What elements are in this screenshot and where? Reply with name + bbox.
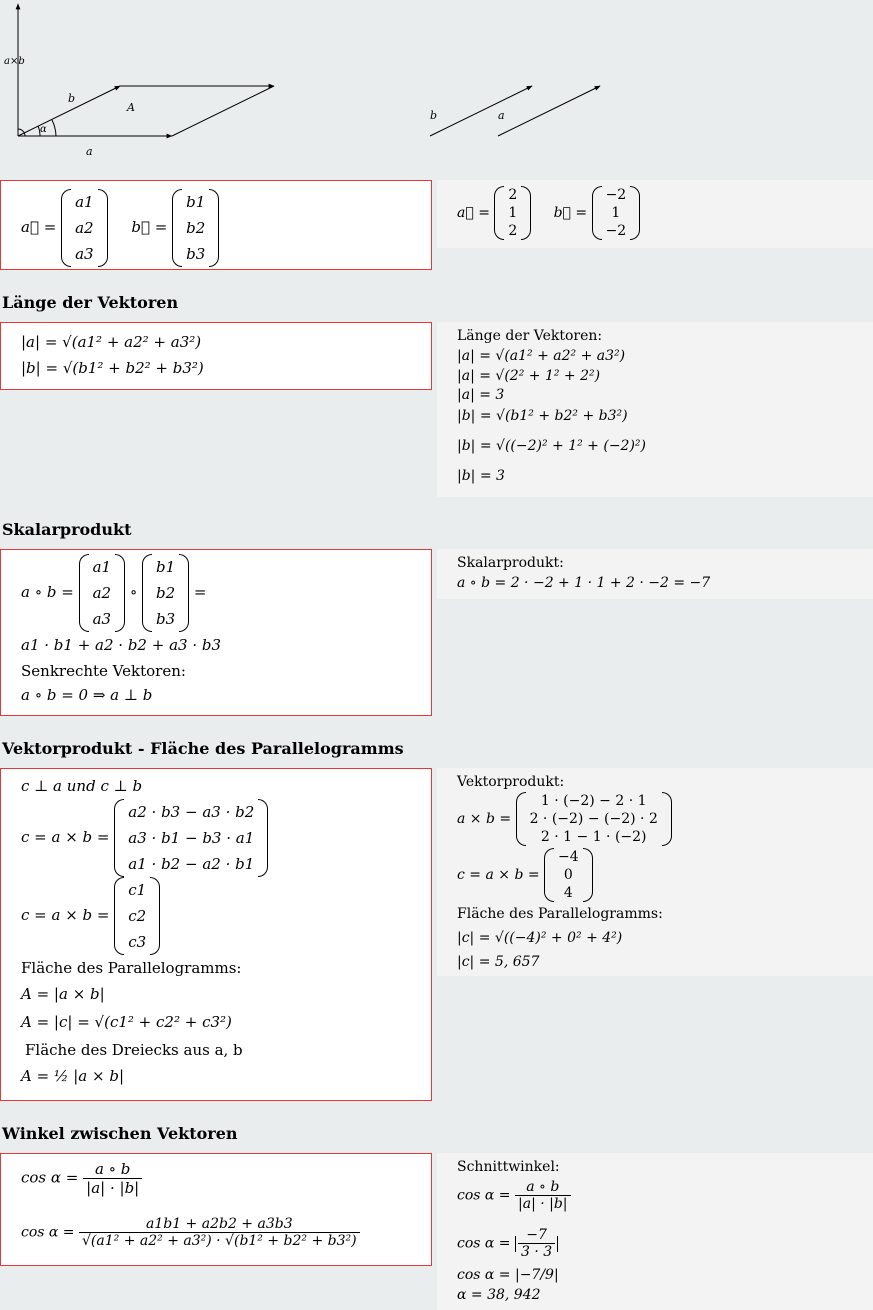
- winkel-g1-lhs: cos α =: [457, 1187, 511, 1204]
- vector-diagram: [0, 0, 873, 170]
- vektor-f5: A = |a × b|: [21, 985, 105, 1003]
- skalar-f3: Senkrechte Vektoren:: [21, 662, 186, 680]
- laenge-g1: |a| = √(a1² + a2² + a3²): [457, 348, 626, 364]
- laenge-g2: |a| = √(2² + 1² + 2²): [457, 368, 601, 384]
- vektor-f3-lhs: c = a × b =: [21, 906, 110, 924]
- vektor-g2-components: −4 0 4: [544, 848, 593, 902]
- heading-winkel: Winkel zwischen Vektoren: [2, 1124, 238, 1143]
- heading-laenge: Länge der Vektoren: [2, 293, 179, 312]
- vektor-g3: Fläche des Parallelogramms:: [457, 906, 663, 922]
- vektor-f6: A = |c| = √(c1² + c2² + c3²): [21, 1013, 232, 1031]
- winkel-g1-num: a ∘ b: [515, 1179, 571, 1196]
- vektor-c-components: c1 c2 c3: [114, 877, 160, 955]
- vector-a-free: [498, 86, 600, 136]
- winkel-calc-box: [437, 1153, 873, 1310]
- skalar-f1-lhs: a ∘ b =: [21, 583, 74, 601]
- skalar-g1: a ∘ b = 2 · −2 + 1 · 1 + 2 · −2 = −7: [457, 575, 711, 591]
- definition-box: a⃗ = a1 a2 a3 b⃗ = b1 b2 b3: [0, 180, 432, 270]
- winkel-g1-den: |a| · |b|: [518, 1196, 568, 1212]
- skalar-calc-box: [437, 549, 873, 599]
- laenge-g5: |b| = √((−2)² + 1² + (−2)²): [457, 438, 646, 454]
- definition-values: a⃗ = 2 1 2 b⃗ = −2 1 −2: [437, 180, 873, 248]
- winkel-g-title: Schnittwinkel:: [457, 1159, 560, 1175]
- laenge-calc-box: [437, 322, 873, 497]
- laenge-g4: |b| = √(b1² + b2² + b3²): [457, 408, 628, 424]
- vektor-cross-components: a2 · b3 − a3 · b2 a3 · b1 − b3 · a1 a1 · b2 − a2 · b1: [114, 799, 268, 877]
- vektor-f1: c ⊥ a und c ⊥ b: [21, 777, 143, 795]
- label-a: a: [86, 145, 93, 158]
- winkel-g2-lhs: cos α =: [457, 1235, 511, 1252]
- winkel-g3: cos α = |−7/9|: [457, 1267, 559, 1283]
- vector-b-values: −2 1 −2: [592, 186, 641, 240]
- vektor-f7: Fläche des Dreiecks aus a, b: [25, 1041, 243, 1059]
- vektor-f2-lhs: c = a × b =: [21, 828, 110, 846]
- vektor-calc-box: [437, 768, 873, 976]
- laenge-g-title: Länge der Vektoren:: [457, 328, 603, 344]
- vektor-g1-lhs: a × b =: [457, 811, 512, 827]
- winkel-f1-num: a ∘ b: [83, 1160, 142, 1179]
- skalar-formula-box: a ∘ b = a1 a2 a3 ∘ b1 b2 b3 = a1 · b1 + a2 · b2 + a3 · b3 Senkrechte Vektoren: a ∘ b = 0 ⇒ a ⊥ b: [0, 549, 432, 716]
- vector-a-values: 2 1 2: [494, 186, 531, 240]
- label-b: b: [68, 92, 76, 105]
- laenge-g3: |a| = 3: [457, 387, 505, 403]
- label-alpha: α: [40, 124, 47, 135]
- winkel-g4: α = 38, 942: [457, 1287, 541, 1303]
- skalar-f4: a ∘ b = 0 ⇒ a ⊥ b: [21, 686, 153, 704]
- label-b-free: b: [430, 109, 438, 122]
- laenge-g6: |b| = 3: [457, 468, 505, 484]
- vektor-f8: A = ½ |a × b|: [21, 1067, 125, 1085]
- skalar-g-title: Skalarprodukt:: [457, 555, 564, 571]
- heading-vektor: Vektorprodukt - Fläche des Parallelogramms: [2, 739, 404, 758]
- vektor-g2-lhs: c = a × b =: [457, 867, 540, 883]
- vektor-formula-box: [0, 768, 432, 1101]
- skalar-a-vec: a1 a2 a3: [79, 554, 126, 632]
- winkel-g2-num: −7: [518, 1227, 555, 1244]
- label-area: A: [127, 101, 135, 114]
- vektor-g-title: Vektorprodukt:: [457, 774, 565, 790]
- heading-skalar: Skalarprodukt: [2, 520, 132, 539]
- vektor-f4: Fläche des Parallelogramms:: [21, 959, 242, 977]
- winkel-f2-num: a1b1 + a2b2 + a3b3: [79, 1216, 360, 1233]
- vector-b-free: [430, 86, 532, 136]
- winkel-f1-lhs: cos α =: [21, 1168, 79, 1187]
- label-a-free: a: [498, 109, 505, 122]
- skalar-f2: a1 · b1 + a2 · b2 + a3 · b3: [21, 636, 222, 654]
- laenge-f1: |a| = √(a1² + a2² + a3²): [21, 333, 202, 351]
- winkel-formula-box: [0, 1153, 432, 1266]
- vektor-g4: |c| = √((−4)² + 0² + 4²): [457, 930, 623, 946]
- winkel-f1-den: |a| · |b|: [86, 1179, 140, 1197]
- winkel-f2-lhs: cos α =: [21, 1224, 75, 1241]
- laenge-formula-box: [0, 322, 432, 390]
- vector-b-components: b1 b2 b3: [172, 189, 219, 267]
- label-cross: a×b: [4, 56, 25, 67]
- laenge-f2: |b| = √(b1² + b2² + b3²): [21, 359, 204, 377]
- winkel-f2-den: √(a1² + a2² + a3²) · √(b1² + b2² + b3²): [82, 1233, 357, 1249]
- vektor-g1-components: 1 · (−2) − 2 · 1 2 · (−2) − (−2) · 2 2 · 1 − 1 · (−2): [516, 792, 672, 846]
- vector-a-components: a1 a2 a3: [61, 189, 108, 267]
- skalar-b-vec: b1 b2 b3: [142, 554, 189, 632]
- winkel-g2-den: 3 · 3: [521, 1244, 553, 1260]
- vektor-g5: |c| = 5, 657: [457, 954, 540, 970]
